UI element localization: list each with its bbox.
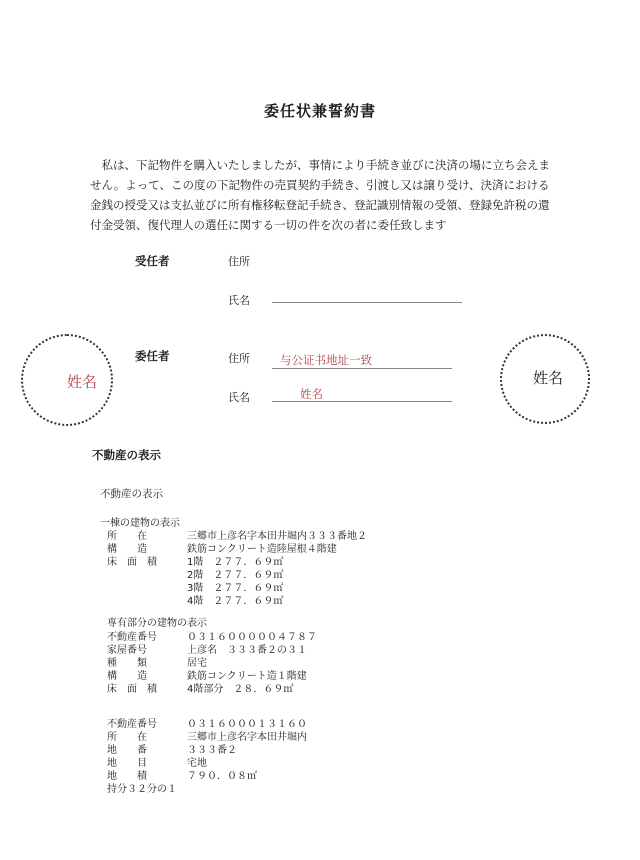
unit-key: 家屋番号 (107, 645, 147, 656)
seal-left-text: 姓名 (67, 373, 98, 391)
land-share: 持分３２分の１ (107, 784, 177, 795)
unit-key: 種 類 (107, 658, 147, 669)
principal-name-value: 姓名 (300, 387, 323, 401)
land-key: 所 在 (107, 732, 147, 743)
land-row (107, 731, 307, 744)
building-heading: 一棟の建物の表示 (100, 518, 180, 529)
agent-label: 受任者 (135, 254, 170, 268)
unit-row (107, 644, 307, 657)
unit-key: 不動産番号 (107, 632, 157, 643)
building-floor-4: 4階 ２７７．６９㎡ (187, 596, 284, 607)
building-floor-3: 3階 ２７７．６９㎡ (187, 583, 284, 594)
building-floor-row-3 (107, 582, 283, 595)
unit-heading: 専有部分の建物の表示 (107, 618, 207, 629)
land-key: 地 目 (107, 758, 147, 769)
building-floor-row-4 (107, 595, 283, 608)
unit-value: 上彦名 ３３３番２の３１ (187, 645, 307, 656)
unit-key: 床 面 積 (107, 684, 157, 695)
land-row (107, 744, 237, 757)
land-key: 地 番 (107, 745, 147, 756)
delegation-paragraph (90, 155, 560, 235)
unit-key: 構 造 (107, 671, 147, 682)
building-structure-value: 鉄筋コンクリート造陸屋根４階建 (187, 544, 337, 555)
building-location-value: 三郷市上彦名字本田井堀内３３３番地２ (187, 531, 367, 542)
paragraph-text: 私は、下記物件を購入いたしましたが、事情により手続き並びに決済の場に立ち会えません。よって、この度の下記物件の売買契約手続き、引渡し又は譲り受け、決済における金銭の授受又は支払並びに所有権移転登記手続き、登記識別情報の受領、登録免許税の還付金受領、復代理人の選任に関する一切の件を次の者に委任致します (90, 158, 550, 232)
unit-value: 居宅 (187, 658, 207, 669)
building-floor-1: 1階 ２７７．６９㎡ (187, 557, 284, 568)
building-floor-row-1 (107, 556, 283, 569)
principal-address-line (272, 368, 452, 369)
principal-name-line (272, 401, 452, 402)
land-value: 宅地 (187, 758, 207, 769)
unit-row (107, 670, 307, 683)
land-row (107, 757, 207, 770)
land-key: 不動産番号 (107, 719, 157, 730)
unit-row (107, 657, 207, 670)
unit-row (107, 683, 293, 696)
land-row (107, 770, 257, 783)
land-row (107, 718, 307, 731)
building-location-key: 所 在 (107, 531, 147, 542)
building-floor-row-2 (107, 569, 283, 582)
building-floor-key: 床 面 積 (107, 557, 157, 568)
agent-address-label: 住所 (228, 255, 250, 268)
seal-right-text: 姓名 (533, 369, 564, 387)
principal-label: 委任者 (135, 349, 170, 363)
document-title: 委任状兼誓約書 (263, 102, 376, 120)
building-floor-2: 2階 ２７７．６９㎡ (187, 570, 284, 581)
building-structure-key: 構 造 (107, 544, 147, 555)
unit-value: 4階部分 ２８．６９㎡ (187, 684, 294, 695)
principal-name-label: 氏名 (228, 391, 250, 404)
principal-address-value: 与公证书地址一致 (280, 353, 372, 367)
land-value: 三郷市上彦名字本田井堀内 (187, 732, 307, 743)
property-section-heading: 不動産の表示 (92, 448, 161, 462)
unit-value: 鉄筋コンクリート造１階建 (187, 671, 307, 682)
building-structure-row (107, 543, 337, 556)
property-sub-heading: 不動産の表示 (100, 488, 163, 500)
land-key: 地 積 (107, 771, 147, 782)
unit-value: ０３１６０００００４７８７ (187, 632, 317, 643)
unit-row (107, 631, 317, 644)
principal-address-label: 住所 (228, 352, 250, 365)
land-value: ３３３番２ (187, 745, 237, 756)
agent-name-line (272, 302, 462, 303)
land-value: ０３１６０００１３１６０ (187, 719, 307, 730)
agent-name-label: 氏名 (228, 294, 250, 307)
building-location-row (107, 530, 367, 543)
land-value: ７９０．０８㎡ (187, 771, 257, 782)
